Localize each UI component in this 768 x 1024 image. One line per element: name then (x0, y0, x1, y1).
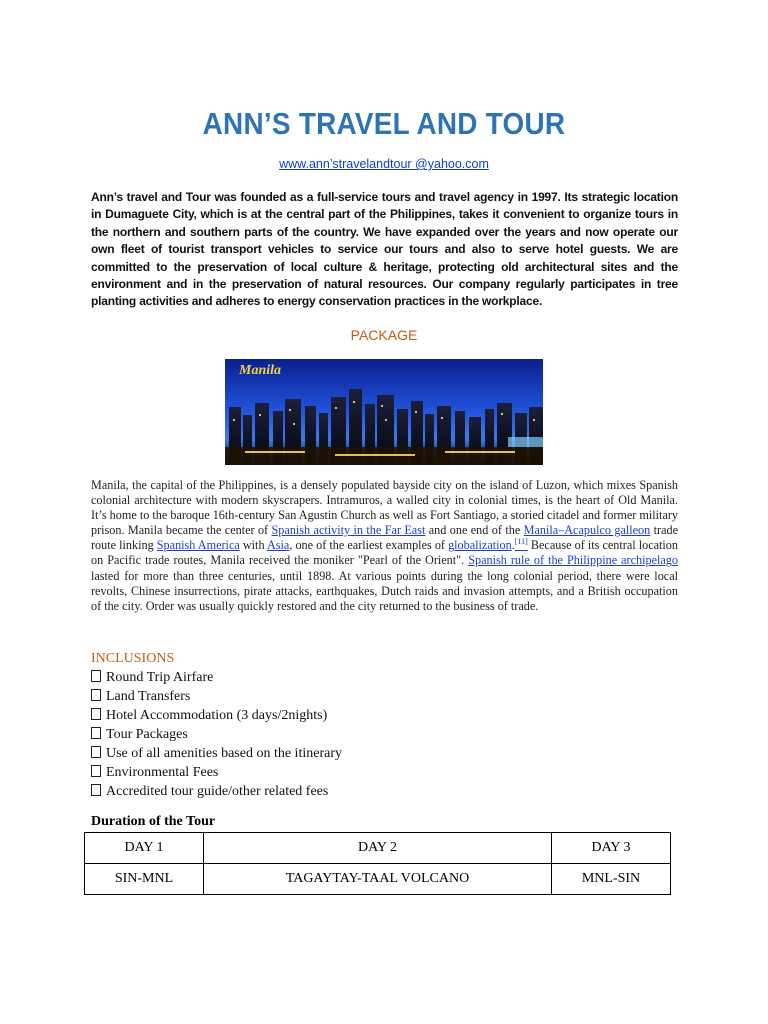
manila-text-8: lasted for more than three centuries, until 1898. At various points during the long colonial period, there were local revolts, Chinese insurrections, pirate attacks, earthquakes, Dutch raids and invasion attempts, and a British occupation of the city. Order was usually quickly restored and the city returned to the business of trade. (91, 568, 678, 613)
inclusion-label: Land Transfers (106, 689, 191, 704)
table-cell: SIN-MNL (85, 864, 204, 895)
list-item (91, 668, 342, 687)
intro-paragraph: Ann’s travel and Tour was founded as a full-service tours and travel agency in 1997. Its strategic location in Dumaguete City, which is at the central part of the Philippines, takes it convenient to organize tours in the northern and southern parts of the country. We have expanded over the years and now operate our own fleet of tourist transport vehicles to service our tours and also to serve hotel guests. We are committed to the preservation of local culture & heritage, protecting old architectural sites and the environment and in the preservation of natural resources. Our company regularly participates in tree planting activities and adheres to energy conservation practices in the workplace. (91, 190, 678, 309)
list-item (91, 687, 342, 706)
list-item (91, 763, 342, 782)
manila-text-7: Because of its central location on Pacific trade routes, Manila received the moniker "Pearl of the Orient". (91, 538, 678, 568)
checkbox-square-icon (91, 670, 101, 682)
column-header-day-2: DAY 2 (204, 833, 552, 864)
inclusion-label: Tour Packages (106, 727, 188, 742)
checkbox-square-icon (91, 746, 101, 758)
list-item (91, 744, 342, 763)
list-item (91, 706, 342, 725)
manila-text-1: Manila, the capital of the Philippines, is a densely populated bayside city on the island of Luzon, which mixes Spanish colonial architecture with modern skyscrapers. Intramuros, a walled city in colonial times, is the heart of Old Manila. It’s home to the baroque 16th-century San Agustin Church as well as Fort Santiago, a storied citadel and former military prison. Manila became the center of (91, 478, 678, 538)
inclusion-label: Use of all amenities based on the itinerary (106, 746, 342, 761)
checkbox-square-icon (91, 784, 101, 796)
manila-text-3: trade route linking (91, 523, 679, 553)
link-spanish-rule[interactable]: Spanish rule of the Philippine archipelago (468, 553, 678, 568)
list-item (91, 782, 342, 801)
inclusions-list (91, 668, 342, 801)
link-spanish-america[interactable]: Spanish America (156, 538, 240, 553)
inclusion-label: Hotel Accommodation (3 days/2nights) (106, 708, 328, 723)
link-galleon[interactable]: Manila–Acapulco galleon (523, 523, 651, 538)
manila-text-4: with (239, 538, 267, 553)
link-asia[interactable]: Asia (266, 538, 290, 553)
website-link[interactable]: www.ann’stravelandtour @yahoo.com (279, 157, 489, 171)
citation-link[interactable] (515, 538, 528, 552)
link-spanish-activity[interactable]: Spanish activity in the Far East (271, 523, 426, 538)
table-cell: MNL-SIN (552, 864, 671, 895)
page-title: ANN’S TRAVEL AND TOUR (202, 106, 566, 141)
link-globalization[interactable]: globalization (448, 538, 512, 553)
inclusion-label: Accredited tour guide/other related fees (106, 784, 329, 799)
column-header-day-1: DAY 1 (85, 833, 204, 864)
package-heading: PACKAGE (350, 327, 418, 343)
checkbox-square-icon (91, 689, 101, 701)
skyline-illustration (225, 359, 543, 465)
inclusion-label: Round Trip Airfare (106, 670, 214, 685)
manila-skyline-image (225, 359, 543, 465)
table-header-row (85, 833, 671, 864)
manila-text-5: , one of the earliest examples of (289, 538, 449, 553)
list-item (91, 725, 342, 744)
itinerary-table (84, 832, 671, 895)
inclusions-heading: INCLUSIONS (91, 651, 175, 666)
table-row (85, 864, 671, 895)
checkbox-square-icon (91, 708, 101, 720)
checkbox-square-icon (91, 765, 101, 777)
manila-description (91, 478, 678, 614)
duration-heading: Duration of the Tour (91, 814, 216, 829)
manila-text-2: and one end of the (425, 523, 524, 538)
column-header-day-3: DAY 3 (552, 833, 671, 864)
checkbox-square-icon (91, 727, 101, 739)
table-cell: TAGAYTAY-TAAL VOLCANO (204, 864, 552, 895)
banner-label: Manila (239, 363, 282, 378)
manila-text-6: . (511, 538, 515, 553)
citation-number: [11] (514, 537, 528, 547)
inclusion-label: Environmental Fees (106, 765, 219, 780)
